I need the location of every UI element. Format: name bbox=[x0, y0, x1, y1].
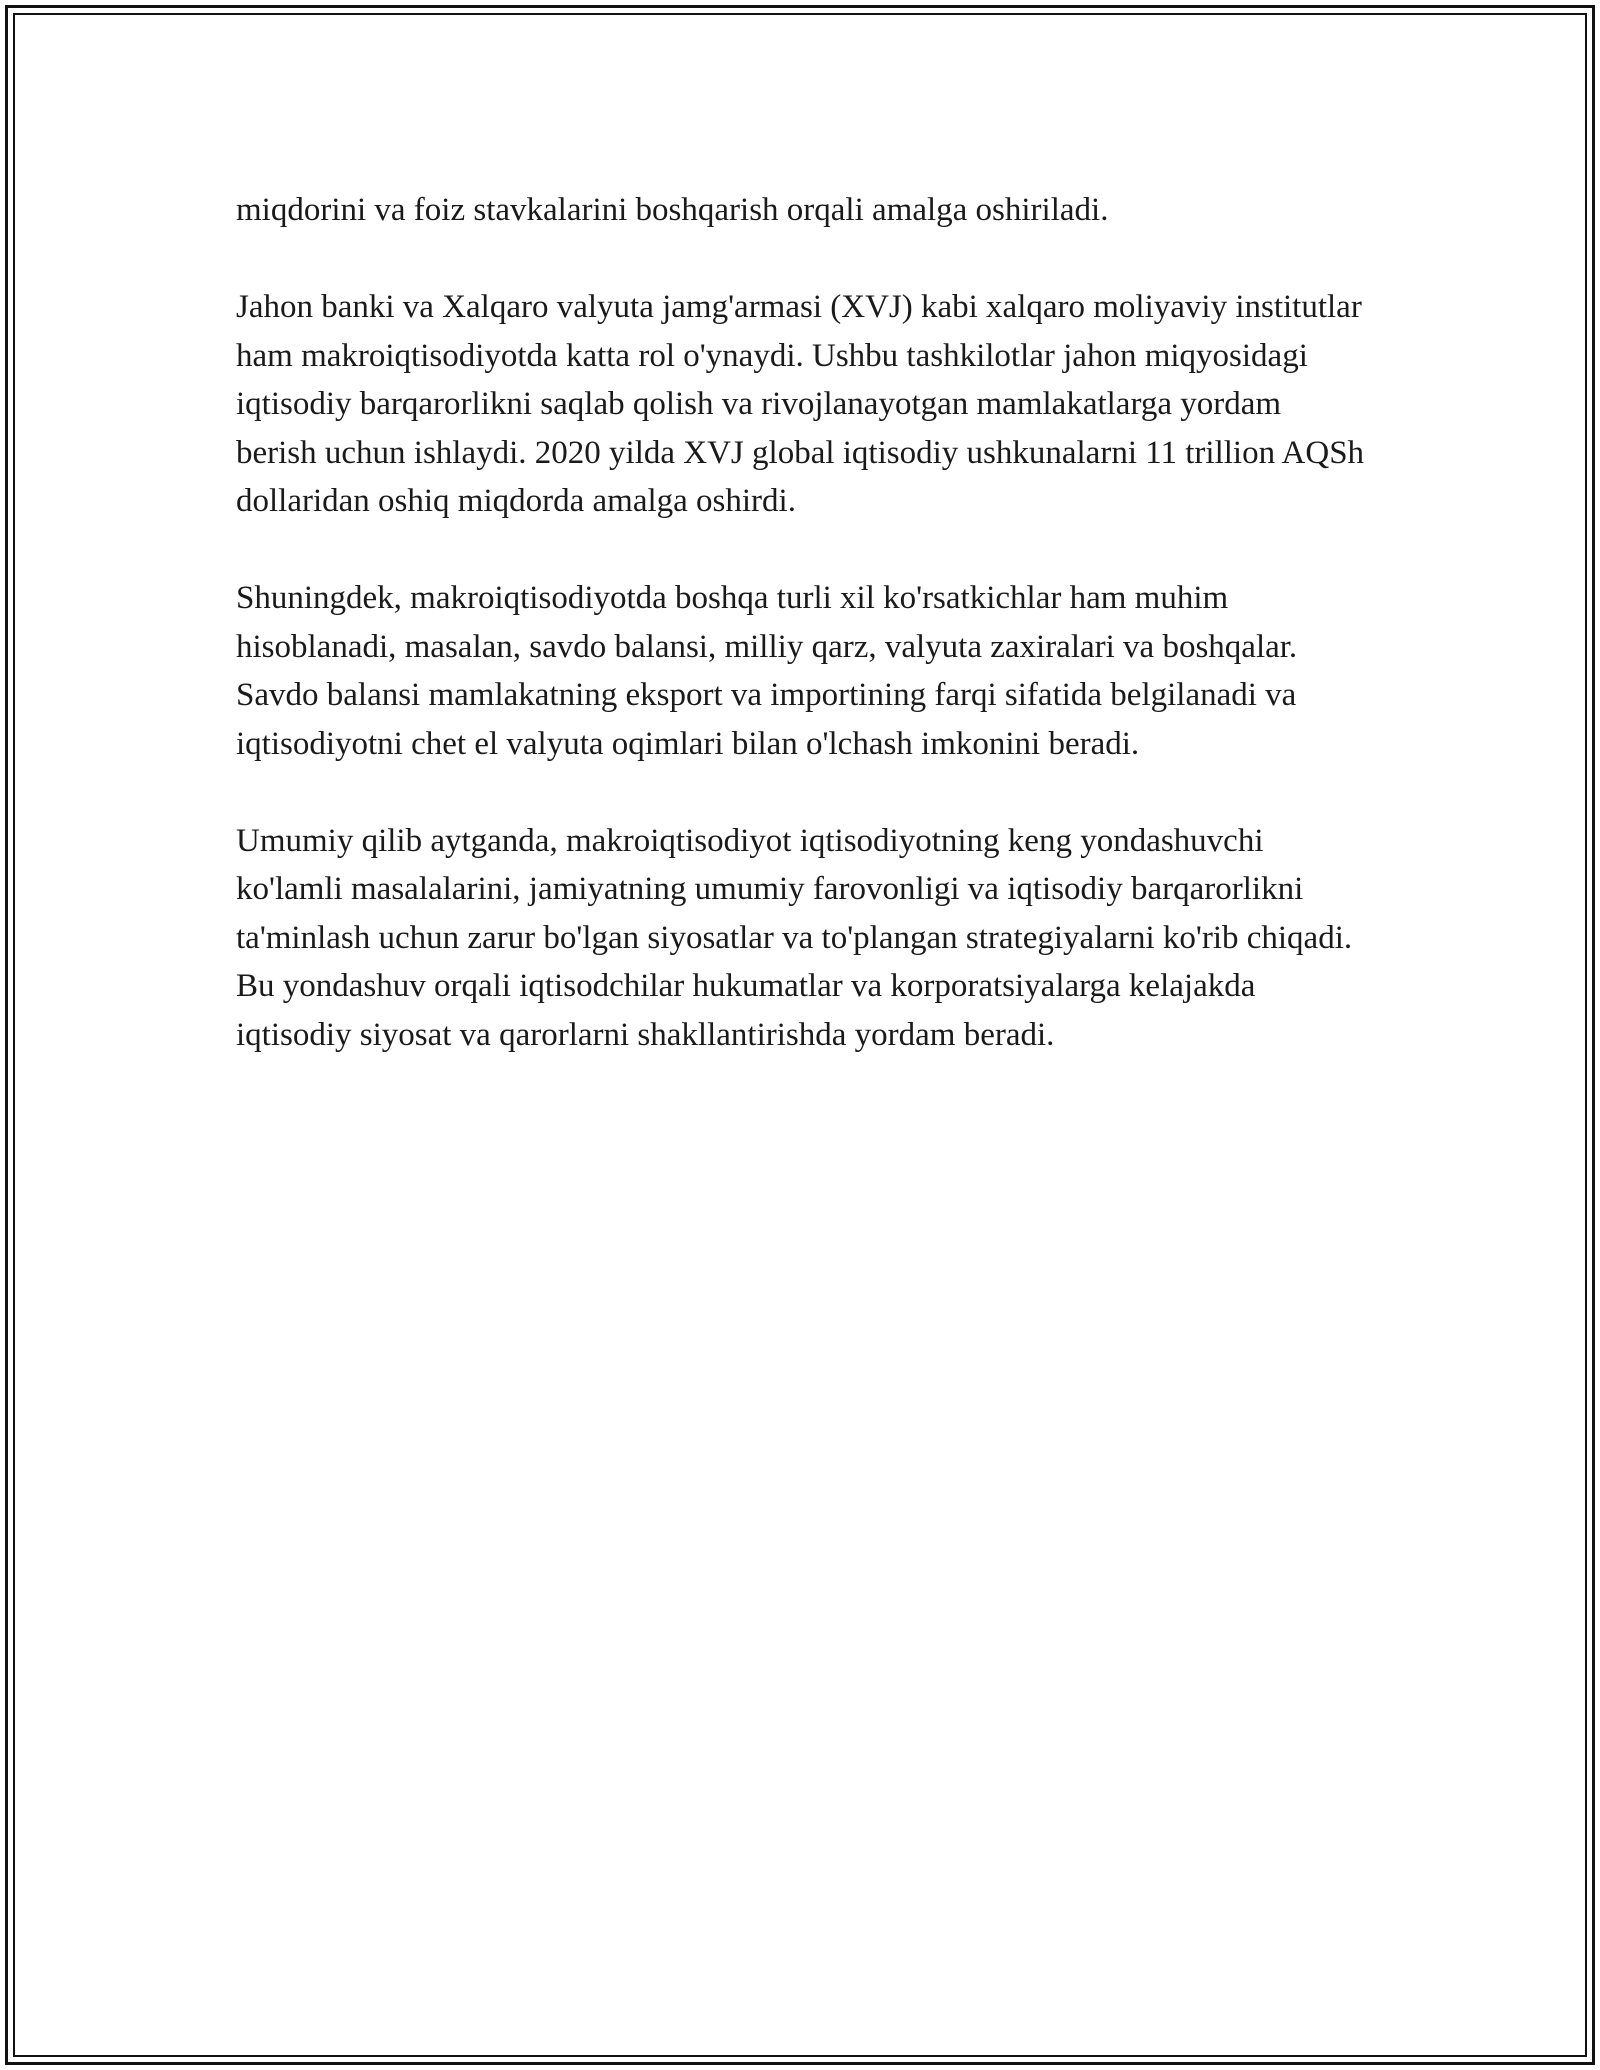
paragraph-1: miqdorini va foiz stavkalarini boshqarish orqali amalga oshiriladi. bbox=[236, 192, 1109, 228]
document-body bbox=[236, 186, 1366, 1108]
paragraph-4: Umumiy qilib aytganda, makroiqtisodiyot iqtisodiyotning keng yondashuvchi ko'lamli masalalarini, jamiyatning umumiy farovonligi va iqtisodiy barqarorlikni ta'minlash uchun zarur bo'lgan siyosatlar va to'plangan strategiyalarni ko'rib chiqadi. Bu yondashuv orqali iqtisodchilar hukumatlar va korporatsiyalarga kelajakda iqtisodiy siyosat va qarorlarni shakllantirishda yordam beradi. bbox=[236, 822, 1353, 1053]
paragraph-2: Jahon banki va Xalqaro valyuta jamg'armasi (XVJ) kabi xalqaro moliyaviy institutlar ham makroiqtisodiyotda katta rol o'ynaydi. Ushbu tashkilotlar jahon miqyosidagi iqtisodiy barqarorlikni saqlab qolish va rivojlanayotgan mamlakatlarga yordam berish uchun ishlaydi. 2020 yilda XVJ global iqtisodiy ushkunalarni 11 trillion AQSh dollaridan oshiq miqdorda amalga oshirdi. bbox=[236, 289, 1365, 519]
paragraph-3: Shuningdek, makroiqtisodiyotda boshqa turli xil ko'rsatkichlar ham muhim hisoblanadi, masalan, savdo balansi, milliy qarz, valyuta zaxiralari va boshqalar. Savdo balansi mamlakatning eksport va importining farqi sifatida belgilanadi va iqtisodiyotni chet el valyuta oqimlari bilan o'lchash imkonini beradi. bbox=[236, 580, 1298, 762]
